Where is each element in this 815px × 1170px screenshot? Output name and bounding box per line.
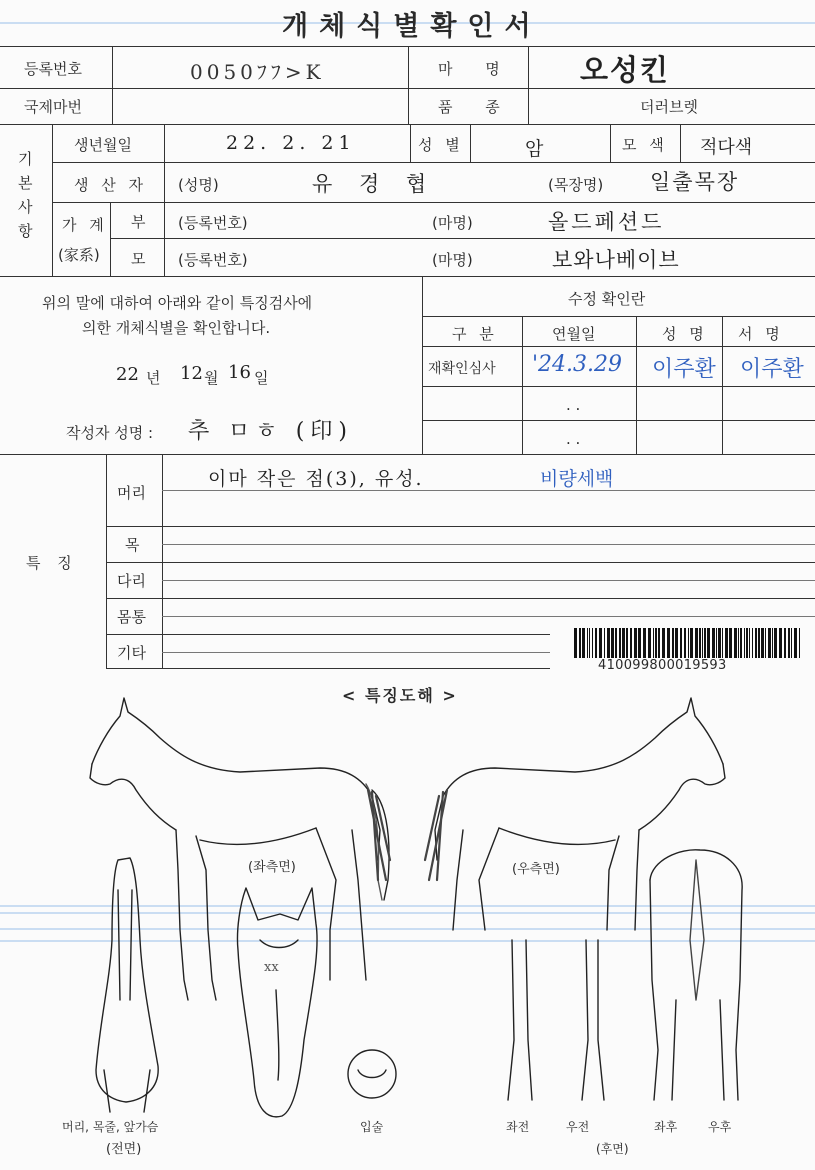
head-marks: xx [264,960,279,975]
horse-right-side-drawing [425,698,725,930]
farm-hint: (목장명) [548,176,604,194]
barcode-number: 410099800019593 [598,658,727,673]
horse-front-view-drawing [96,858,158,1112]
legs-label: 다리 [117,572,146,590]
revision-row1-type: 재확인심사 [428,361,496,377]
rear-view-label: (후면) [596,1142,629,1156]
horse-left-side-drawing [90,698,390,1000]
lineage-hanja: (家系) [58,246,100,264]
features-section-label: 특 징 [26,554,78,572]
sex-value: 암 [525,138,544,160]
sire-reg-hint: (등록번호) [178,214,248,232]
dam-name-value: 보와나베이브 [552,248,680,272]
horse-head-front-drawing [237,888,317,1117]
sire-name-hint: (마명) [432,214,473,232]
fore-right-label: 우전 [566,1120,590,1134]
owner-name-hint: (성명) [178,176,219,194]
neck-label: 목 [125,536,140,554]
lineage-label: 가 계 [62,216,108,234]
other-label: 기타 [117,644,146,662]
date-day-label: 일 [254,369,269,387]
owner-name-value: 유 경 협 [312,172,437,196]
front-view-label: (전면) [106,1142,142,1157]
basic-section-char-4: 항 [18,222,33,240]
basic-section-char-1: 기 [18,150,33,168]
horse-rear-view-drawing [650,850,742,1100]
diagram-title: < 특징도해 > [342,686,458,705]
revision-row2-date: . . [566,396,581,414]
birth-value: 22. 2. 21 [226,132,356,154]
sire-label: 부 [131,213,146,231]
revision-title: 수정 확인란 [568,290,646,308]
horse-name-value: 오성킨 [580,53,671,87]
revision-row3-date: . . [566,430,581,448]
author-signature: 추 ㅁㅎ (印) [188,419,353,444]
revision-header-date: 연월일 [552,325,596,343]
hind-right-label: 우후 [708,1120,732,1134]
head-value: 이마 작은 점(3), 유성. [208,468,424,490]
statement-line-2: 의한 개체식별을 확인합니다. [82,319,271,337]
basic-section-char-2: 본 [18,174,33,192]
front-legs-drawing [508,940,604,1100]
statement-line-1: 위의 말에 대하여 아래와 같이 특징검사에 [42,294,313,312]
horse-name-label: 마 명 [438,60,514,78]
breed-label: 품 종 [438,98,514,116]
color-value: 적다색 [700,137,753,158]
author-label: 작성자 성명 : [66,424,154,442]
date-year: 22 [116,364,139,385]
sire-name-value: 올드페션드 [548,210,665,234]
date-month-label: 월 [204,369,219,387]
dam-label: 모 [131,250,146,268]
front-view-caption: 머리, 목줄, 앞가슴 [62,1120,159,1134]
revision-row1-sign: 이주환 [740,357,804,382]
head-value-2: 비량세백 [540,468,614,490]
revision-row1-name: 이주환 [652,357,716,382]
head-label: 머리 [117,484,146,502]
date-month: 12 [180,363,203,384]
reg-no-label: 등록번호 [24,60,82,78]
dam-name-hint: (마명) [432,251,473,269]
intl-name-label: 국제마번 [24,98,82,116]
producer-label: 생 산 자 [74,176,148,194]
revision-header-sign: 서 명 [738,325,784,343]
basic-section-char-3: 사 [18,198,33,216]
revision-row1-date: '24.3.29 [532,352,623,377]
left-side-label: (좌측면) [248,860,296,875]
farm-value: 일출목장 [650,170,740,194]
sex-label: 성 별 [418,136,464,154]
muzzle-caption: 입술 [360,1120,384,1134]
color-label: 모 색 [622,136,668,154]
fore-left-label: 좌전 [506,1120,530,1134]
right-side-label: (우측면) [512,862,560,877]
date-year-label: 년 [146,369,161,387]
revision-header-name: 성 명 [662,325,708,343]
breed-value: 더러브렛 [640,98,698,116]
birth-label: 생년월일 [74,136,132,154]
dam-reg-hint: (등록번호) [178,251,248,269]
page-title: 개체식별확인서 [282,11,542,42]
date-day: 16 [228,362,251,383]
muzzle-drawing [348,1050,396,1098]
hind-left-label: 좌후 [654,1120,678,1134]
revision-header-type: 구 분 [452,325,498,343]
body-label: 몸통 [117,608,146,626]
reg-no-value: 0050ﾌﾌ>K [190,60,325,84]
